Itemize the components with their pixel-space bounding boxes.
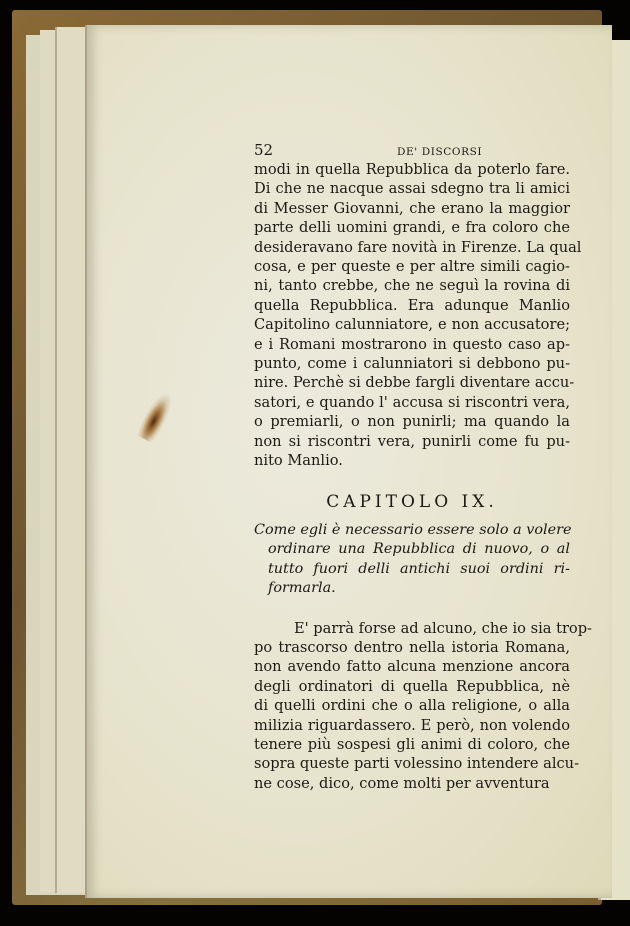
- text-line: di quelli ordini che o alla religione, o alla: [254, 697, 570, 715]
- text-line: punto, come i calunniatori si debbono pu-: [254, 355, 570, 373]
- text-line: ni, tanto crebbe, che ne seguì la rovina di: [254, 277, 570, 295]
- paragraph-2: [254, 619, 592, 794]
- text-line: Come egli è necessario essere solo a volere: [254, 521, 572, 538]
- chapter-heading: CAPITOLO IX.: [326, 491, 498, 512]
- text-line: Capitolino calunniatore, e non accusatore;: [254, 316, 570, 334]
- paragraph-1: [254, 160, 582, 471]
- text-line: modi in quella Repubblica da poterlo fare.: [254, 161, 570, 178]
- text-line: desideravano fare novità in Firenze. La qual: [254, 238, 582, 256]
- text-line: parte delli uomini grandi, e fra coloro che: [254, 219, 570, 237]
- page-header: [254, 141, 570, 160]
- running-head: DE' DISCORSI: [397, 146, 483, 158]
- text-line: satori, e quando l' accusa si riscontri vera,: [254, 393, 570, 411]
- text-line: po trascorso dentro nella istoria Romana,: [254, 638, 570, 656]
- text-line: formarla.: [268, 580, 336, 597]
- text-line: sopra queste parti volessino intendere alcu-: [254, 755, 580, 773]
- text-line: quella Repubblica. Era adunque Manlio: [254, 296, 570, 314]
- text-line: nire. Perchè si debbe fargli diventare accu-: [254, 374, 575, 392]
- text-line: non si riscontri vera, punirli come fu pu-: [254, 432, 570, 450]
- text-line: degli ordinatori di quella Repubblica, nè: [254, 677, 570, 695]
- text-line: non avendo fatto alcuna menzione ancora: [254, 658, 570, 676]
- page-number: 52: [254, 141, 274, 159]
- text-line: e i Romani mostrarono in questo caso ap-: [254, 335, 570, 353]
- text-line: cosa, e per queste e per altre simili cagio-: [254, 258, 570, 276]
- text-line: ordinare una Repubblica di nuovo, o al: [268, 541, 570, 558]
- page-text: [254, 141, 592, 793]
- text-line: E' parrà forse ad alcuno, che io sia trop-: [294, 619, 592, 637]
- text-line: ne cose, dico, come molti per avventura: [254, 774, 550, 792]
- text-line: tenere più sospesi gli animi di coloro, che: [254, 735, 570, 753]
- text-line: di Messer Giovanni, che erano la maggior: [254, 199, 570, 217]
- chapter-summary: [254, 521, 570, 599]
- text-line: tutto fuori delli antichi suoi ordini ri-: [268, 560, 570, 577]
- text-line: o premiarli, o non punirli; ma quando la: [254, 413, 570, 431]
- text-line: Di che ne nacque assai sdegno tra li amici: [254, 180, 570, 198]
- text-line: nito Manlio.: [254, 452, 343, 470]
- text-line: milizia riguardassero. E però, non volendo: [254, 716, 570, 734]
